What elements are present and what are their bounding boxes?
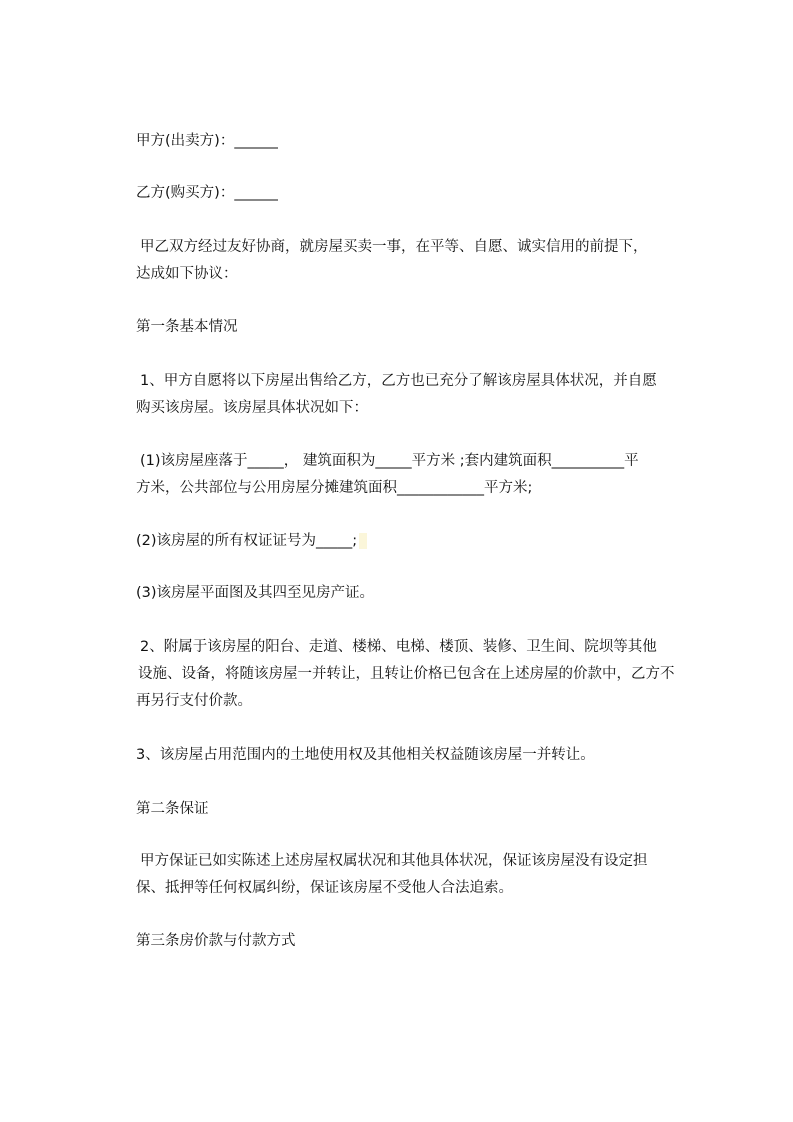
item-3-line: 3、该房屋占用范围内的土地使用权及其他相关权益随该房屋一并转让。: [136, 747, 595, 763]
intro-paragraph: [136, 234, 716, 288]
item-2-line-1: 2、附属于该房屋的阳台、走道、楼梯、电梯、楼顶、装修、卫生间、院坝等其他: [140, 639, 657, 655]
guarantee-line-1: 甲方保证已如实陈述上述房屋权属状况和其他具体状况，保证该房屋没有设定担: [140, 853, 648, 869]
item-2-paragraph: [136, 634, 716, 715]
sub-3-line: (3)该房屋平面图及其四至见房产证。: [136, 585, 375, 601]
party-b-line: 乙方(购买方)：______: [136, 185, 278, 201]
intro-line-2: 达成如下协议：: [136, 266, 238, 282]
party-a-line: 甲方(出卖方)：______: [136, 133, 278, 149]
sub-1-line-2: 方米，公共部位与公用房屋分摊建筑面积____________平方米;: [136, 480, 533, 496]
item-1-line-2: 购买该房屋。该房屋具体状况如下：: [136, 400, 368, 416]
item-1-line-1: 1、甲方自愿将以下房屋出售给乙方，乙方也已充分了解该房屋具体状况，并自愿: [140, 373, 657, 389]
sub-1-paragraph: [136, 448, 716, 502]
item-2-line-2: 设施、设备，将随该房屋一并转让，且转让价格已包含在上述房屋的价款中，乙方不: [138, 666, 675, 682]
guarantee-line-2: 保、抵押等任何权属纠纷，保证该房屋不受他人合法追索。: [136, 880, 513, 896]
article-1-title: 第一条基本情况: [136, 319, 238, 335]
sub-2-text: (2)该房屋的所有权证证号为_____;: [136, 533, 358, 549]
article-3-title: 第三条房价款与付款方式: [136, 933, 296, 949]
item-2-line-3: 再另行支付价款。: [136, 693, 252, 709]
intro-line-1: 甲乙双方经过友好协商，就房屋买卖一事，在平等、自愿、诚实信用的前提下，: [140, 239, 648, 255]
item-1-paragraph: [136, 368, 716, 422]
guarantee-paragraph: [136, 848, 716, 902]
highlight-mark: [359, 533, 367, 549]
sub-1-line-1: (1)该房屋座落于_____， 建筑面积为_____平方米 ;套内建筑面积__________平: [140, 453, 639, 469]
sub-2-line: [136, 528, 716, 555]
article-2-title: 第二条保证: [136, 801, 209, 817]
